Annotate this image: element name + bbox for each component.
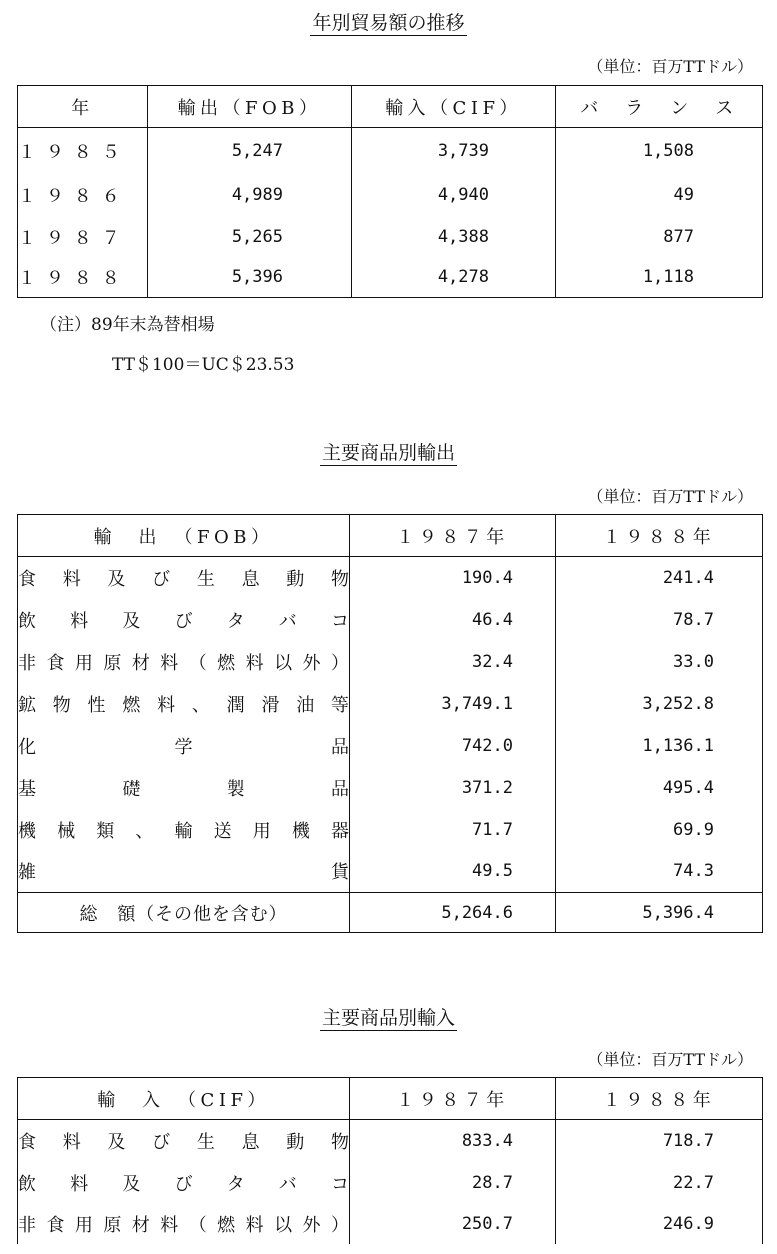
commodity-cell: 基礎製品 — [18, 778, 349, 800]
trade-title: 年別貿易額の推移 — [312, 12, 465, 34]
commodity-cell: 食料及び生息動物 — [18, 568, 349, 590]
trade-unit: （単位：百万TTドル） — [587, 57, 753, 76]
exchange-rate: TT＄100＝UC＄23.53 — [112, 355, 295, 375]
value-1987-cell: 833.4 — [350, 1120, 556, 1162]
value-1987-cell: 250.7 — [350, 1204, 556, 1244]
commodity-cell: 機械類、輸送用機器 — [18, 820, 349, 842]
header-commodity: 輸 出 （FOB） — [18, 515, 350, 557]
value-1988-cell: 3,252.8 — [556, 683, 763, 725]
value-1987-cell: 371.2 — [350, 767, 556, 809]
value-1988-cell: 718.7 — [556, 1120, 763, 1162]
header-1988: １９８８年 — [556, 515, 763, 557]
header-1987: １９８７年 — [350, 515, 556, 557]
table-row — [18, 767, 763, 809]
exports-header-row — [18, 515, 763, 557]
exports-table — [17, 514, 763, 933]
balance-cell: 877 — [556, 216, 763, 258]
value-1988-cell: 246.9 — [556, 1204, 763, 1244]
value-1987-cell: 46.4 — [350, 599, 556, 641]
commodity-cell: 食料及び生息動物 — [18, 1131, 349, 1153]
commodity-cell: 非食用原材料（燃料以外） — [18, 1214, 349, 1236]
commodity-cell: 鉱物性燃料、潤滑油等 — [18, 694, 349, 716]
import-cell: 4,940 — [352, 174, 556, 216]
table-row — [18, 557, 763, 599]
table-row — [18, 641, 763, 683]
year-cell: １９８６ — [18, 185, 130, 207]
import-cell: 4,278 — [352, 258, 556, 298]
total-row — [18, 893, 763, 933]
table-row — [18, 599, 763, 641]
total-1988-cell: 5,396.4 — [556, 893, 763, 933]
year-cell: １９８８ — [18, 268, 130, 290]
table-row — [18, 258, 763, 298]
header-year: 年 — [18, 86, 148, 128]
exchange-note: （注）89年末為替相場 — [40, 315, 215, 335]
value-1988-cell: 22.7 — [556, 1162, 763, 1204]
balance-cell: 1,118 — [556, 258, 763, 298]
export-cell: 5,396 — [148, 258, 352, 298]
table-row — [18, 216, 763, 258]
imports-header-row — [18, 1078, 763, 1120]
table-row — [18, 725, 763, 767]
commodity-cell: 雑貨 — [18, 862, 349, 884]
value-1987-cell: 3,749.1 — [350, 683, 556, 725]
table-row — [18, 851, 763, 893]
total-label: 総 額（その他を含む） — [18, 893, 350, 933]
header-1987: １９８７年 — [350, 1078, 556, 1120]
value-1987-cell: 28.7 — [350, 1162, 556, 1204]
commodity-cell: 飲料及びタバコ — [18, 610, 349, 632]
value-1987-cell: 32.4 — [350, 641, 556, 683]
export-cell: 5,265 — [148, 216, 352, 258]
exports-title: 主要商品別輸出 — [321, 442, 455, 464]
export-cell: 4,989 — [148, 174, 352, 216]
exports-unit: （単位：百万TTドル） — [587, 487, 753, 506]
import-cell: 3,739 — [352, 128, 556, 174]
year-cell: １９８５ — [18, 141, 130, 163]
year-cell: １９８７ — [18, 227, 130, 249]
imports-table — [17, 1077, 763, 1244]
commodity-cell: 化学品 — [18, 736, 349, 758]
table-row — [18, 1204, 763, 1244]
table-row — [18, 683, 763, 725]
table-row — [18, 128, 763, 174]
table-row — [18, 1120, 763, 1162]
value-1987-cell: 49.5 — [350, 851, 556, 893]
value-1988-cell: 78.7 — [556, 599, 763, 641]
table-row — [18, 1162, 763, 1204]
total-1987-cell: 5,264.6 — [350, 893, 556, 933]
value-1987-cell: 742.0 — [350, 725, 556, 767]
import-cell: 4,388 — [352, 216, 556, 258]
commodity-cell: 非食用原材料（燃料以外） — [18, 652, 349, 674]
value-1988-cell: 33.0 — [556, 641, 763, 683]
commodity-cell: 飲料及びタバコ — [18, 1173, 349, 1195]
export-cell: 5,247 — [148, 128, 352, 174]
value-1988-cell: 1,136.1 — [556, 725, 763, 767]
value-1987-cell: 71.7 — [350, 809, 556, 851]
value-1988-cell: 69.9 — [556, 809, 763, 851]
header-balance: バ ラ ン ス — [556, 86, 763, 128]
value-1988-cell: 74.3 — [556, 851, 763, 893]
table-row — [18, 809, 763, 851]
header-1988: １９８８年 — [556, 1078, 763, 1120]
header-export: 輸出（FOB） — [148, 86, 352, 128]
value-1988-cell: 495.4 — [556, 767, 763, 809]
imports-title: 主要商品別輸入 — [321, 1007, 455, 1029]
table-row — [18, 174, 763, 216]
value-1987-cell: 190.4 — [350, 557, 556, 599]
balance-cell: 1,508 — [556, 128, 763, 174]
value-1988-cell: 241.4 — [556, 557, 763, 599]
trade-table — [17, 85, 763, 298]
trade-header-row — [18, 86, 763, 128]
imports-unit: （単位：百万TTドル） — [587, 1050, 753, 1069]
header-import: 輸入（CIF） — [352, 86, 556, 128]
header-commodity: 輸 入 （CIF） — [18, 1078, 350, 1120]
balance-cell: 49 — [556, 174, 763, 216]
